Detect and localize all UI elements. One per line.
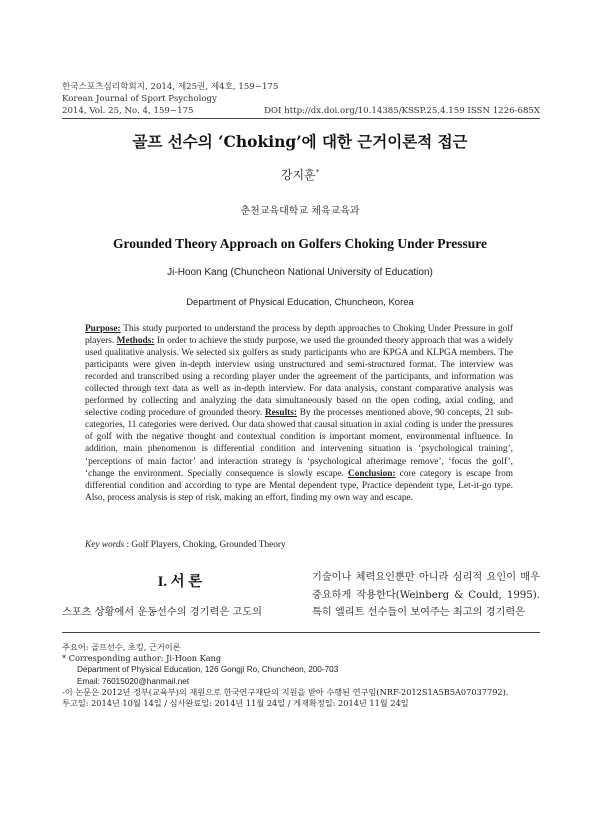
body-text-left-column: 스포츠 상황에서 운동선수의 경기력은 고도의 [62,607,262,618]
footnotes [62,642,540,709]
korean-author-name: 강지훈 [280,168,316,182]
english-author: Ji-Hoon Kang (Chuncheon National University of Education) [167,267,433,278]
korean-author [0,166,600,183]
english-affiliation: Department of Physical Education, Chuncheon, Korea [186,297,414,308]
footnote-address: Department of Physical Education, 126 Gongji Ro, Chuncheon, 200-703 [77,665,339,675]
section-heading-introduction: I. 서 론 [157,574,203,590]
doi-issn: DOI http://dx.doi.org/10.14385/KSSP.25.4.159 ISSN 1226-685X [264,106,540,116]
header-rule [62,118,540,119]
korean-title: 골프 선수의 ‘Choking’에 대한 근거이론적 접근 [132,132,468,151]
journal-name-korean: 한국스포츠심리학회지, 2014, 제25권, 제4호, 159~175 [62,82,279,92]
keywords [85,540,513,550]
korean-affiliation: 춘천교육대학교 체육교육과 [240,206,360,217]
abstract-results-text: By the processes mentioned above, 90 concepts, 21 sub-categories, 11 categories were derived. Our data showed that causal situation in axial coding is under the pressures of golf with the negative thought and contextual condition is important moment, environmental influence. In addition, main phenomenon is differential condition and intervening situation is ‘psychological training’, ‘perceptions of main factor’ and interaction strategy is ‘psychological afterimage remove’, ‘focus the golf’, ‘change the environment. Specially consequence is slowly escape. [85,408,513,479]
journal-volume: 2014, Vol. 25, No. 4, 159~175 [62,106,194,116]
abstract-methods-label: Methods: [116,336,155,347]
abstract-conclusion-text: core category is escape from differential condition and according to type are Mental dependent type, Practice dependent type, Let-it-go type. Also, process analysis is step of risk, making an effort, finding my own way and escape. [85,468,513,503]
corresponding-mark: * [315,168,320,176]
journal-masthead [62,81,540,117]
abstract-conclusion-label: Conclusion: [347,468,396,479]
keywords-text: : Golf Players, Choking, Grounded Theory [124,540,286,550]
abstract [85,323,513,504]
keywords-label: Key words [85,540,125,550]
abstract-methods-text: In order to achieve the study purpose, we used the grounded theory approach that was a widely used qualitative analysis. We selected six golfers as study participants who are KPGA and KLPGA members. The participants were given in-depth interview using unstructured and semi-structured format. The interview was recorded and transcribed using a recording player under the agreement of the participants, and information was collected through text data as well as in-depth interview. For data analysis, constant comparative analysis was performed by collecting and analyzing the data simultaneously based on the open coding, axial coding, and selective coding procedure of grounded theory. [85,336,513,419]
footnote-rule [62,632,540,633]
english-title: Grounded Theory Approach on Golfers Choking Under Pressure [113,236,487,251]
abstract-purpose-text: This study purported to understand the process by depth approaches to Choking Under Pressure in golf players. [85,324,513,347]
footnote-corresponding-author: * Corresponding author: Ji-Hoon Kang [62,653,222,664]
footnote-funding: -이 논문은 2012년 정부(교육부)의 재원으로 한국연구재단의 지원을 받아 수행된 연구임(NRF-2012S1A5B5A07037792). [62,686,509,697]
abstract-results-label: Results: [264,408,297,419]
body-text-right-column: 기술이나 체력요인뿐만 아니라 심리적 요인이 매우 중요하게 작용한다(Weinberg & Could, 1995). 특히 엘리트 선수들이 보여주는 최고의 경기력은 [312,572,540,618]
footnote-dates: 투고일: 2014년 10월 14일 / 심사완료일: 2014년 11월 24일 / 게재확정일: 2014년 11월 24일 [62,698,409,709]
abstract-purpose-label: Purpose: [85,324,121,334]
footnote-keywords-korean: 주요어: 골프선수, 초킹, 근거이론 [62,642,181,652]
journal-name-english: Korean Journal of Sport Psychology [62,94,217,104]
footnote-email: Email: 76015020@hanmail.net [77,676,190,686]
